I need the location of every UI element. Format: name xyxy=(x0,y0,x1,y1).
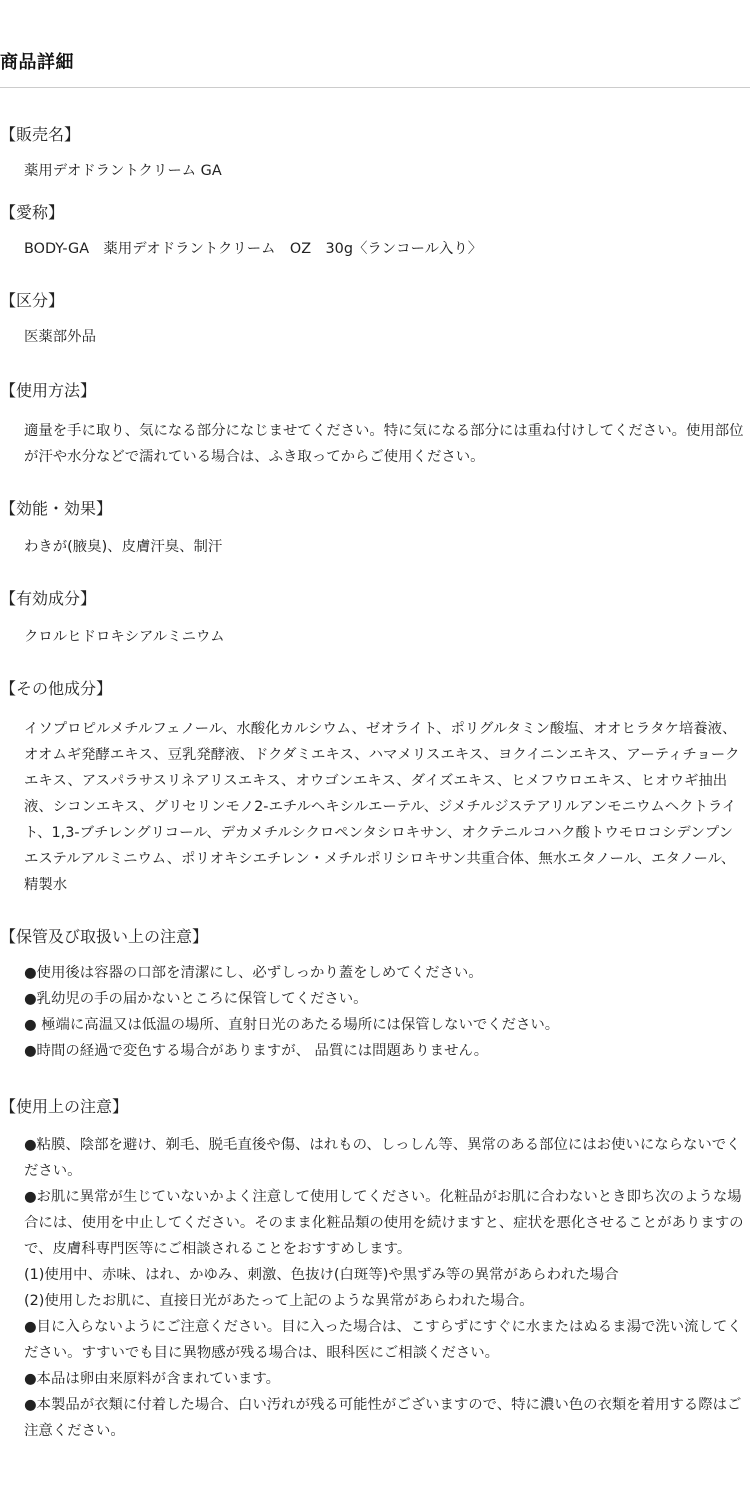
section-heading: 【使用上の注意】 xyxy=(0,1097,129,1116)
section-heading: 【有効成分】 xyxy=(0,589,97,608)
details-sections xyxy=(0,88,750,1444)
page-header xyxy=(0,0,750,88)
notice-line: ●目に入らないようにご注意ください。目に入った場合は、こすらずにすぐに水またはぬるま湯で洗い流してください。すすいでも目に異物感が残る場合は、眼科医にご相談ください。 xyxy=(24,1319,742,1361)
section-body xyxy=(0,950,744,1064)
section-heading: 【愛称】 xyxy=(0,203,65,222)
notice-line: ●粘膜、陰部を避け、剃毛、脱毛直後や傷、はれもの、しっしん等、異常のある部位にはお使いにならないでください。 xyxy=(24,1137,741,1179)
section-body xyxy=(0,314,744,350)
notice-line: (2)使用したお肌に、直接日光があたって上記のような異常があらわれた場合。 xyxy=(24,1293,534,1309)
page-title: 商品詳細 xyxy=(0,52,74,73)
section-efficacy xyxy=(0,496,750,560)
section-body xyxy=(0,522,744,560)
section-text: 医薬部外品 xyxy=(24,329,96,345)
section-nickname xyxy=(0,200,750,262)
section-product-name xyxy=(0,122,750,184)
section-body xyxy=(0,404,744,470)
section-text: 薬用デオドラントクリーム GA xyxy=(24,163,222,179)
section-heading: 【販売名】 xyxy=(0,125,81,144)
section-text: イソプロピルメチルフェノール、水酸化カルシウム、ゼオライト、ポリグルタミン酸塩、オオヒラタケ培養液、オオムギ発酵エキス、豆乳発酵液、ドクダミエキス、ハマメリスエキス、ヨクイニンエキス、アーティチョークエキス、アスパラサスリネアリスエキス、オウゴンエキス、ダイズエキス、ヒメフウロエキス、ヒオウギ抽出液、シコンエキス、グリセリンモノ2-エチルヘキシルエーテル、ジメチルジステアリルアンモニウムヘクトライト、1,3-ブチレングリコール、デカメチルシクロペンタシロキサン、オクテニルコハク酸トウモロコシデンプンエステルアルミニウム、ポリオキシエチレン・メチルポリシロキサン共重合体、無水エタノール、エタノール、精製水 xyxy=(24,721,740,893)
notice-line: (1)使用中、赤味、はれ、かゆみ、刺激、色抜け(白斑等)や黒ずみ等の異常があらわれた場合 xyxy=(24,1267,619,1283)
section-text: わきが(腋臭)、皮膚汗臭、制汗 xyxy=(24,539,223,555)
notice-line: ●乳幼児の手の届かないところに保管してください。 xyxy=(24,991,368,1007)
section-body xyxy=(0,148,744,184)
notice-line: ●本品は卵由来原料が含まれています。 xyxy=(24,1371,281,1387)
section-body xyxy=(0,226,744,262)
section-body xyxy=(0,1120,744,1444)
section-active-ingredient xyxy=(0,586,750,650)
section-body xyxy=(0,702,744,898)
section-category xyxy=(0,288,750,350)
notice-line: ●時間の経過で変色する場合がありますが、 品質には問題ありません。 xyxy=(24,1043,489,1059)
section-usage xyxy=(0,378,750,470)
section-usage-cautions xyxy=(0,1094,750,1444)
section-heading: 【保管及び取扱い上の注意】 xyxy=(0,927,209,946)
section-heading: 【使用方法】 xyxy=(0,381,97,400)
section-heading: 【効能・効果】 xyxy=(0,499,113,518)
notice-line: ●お肌に異常が生じていないかよく注意して使用してください。化粧品がお肌に合わないとき即ち次のような場合には、使用を中止してください。そのまま化粧品類の使用を続けますと、症状を悪化させることがありますので、皮膚科専門医等にご相談されることをおすすめします。 xyxy=(24,1189,744,1257)
section-text: BODY-GA 薬用デオドラントクリーム OZ 30g〈ランコール入り〉 xyxy=(24,241,483,257)
notice-line: ● 極端に高温又は低温の場所、直射日光のあたる場所には保管しないでください。 xyxy=(24,1017,560,1033)
section-heading: 【その他成分】 xyxy=(0,679,113,698)
section-heading: 【区分】 xyxy=(0,291,65,310)
section-body xyxy=(0,612,744,650)
notice-line: ●使用後は容器の口部を清潔にし、必ずしっかり蓋をしめてください。 xyxy=(24,965,483,981)
notice-line: ●本製品が衣類に付着した場合、白い汚れが残る可能性がございますので、特に濃い色の衣類を着用する際はご注意ください。 xyxy=(24,1397,742,1439)
section-other-ingredients xyxy=(0,676,750,898)
section-text: クロルヒドロキシアルミニウム xyxy=(24,629,225,645)
section-storage-handling xyxy=(0,924,750,1064)
section-text: 適量を手に取り、気になる部分になじませてください。特に気になる部分には重ね付けしてください。使用部位が汗や水分などで濡れている場合は、ふき取ってからご使用ください。 xyxy=(24,423,744,465)
